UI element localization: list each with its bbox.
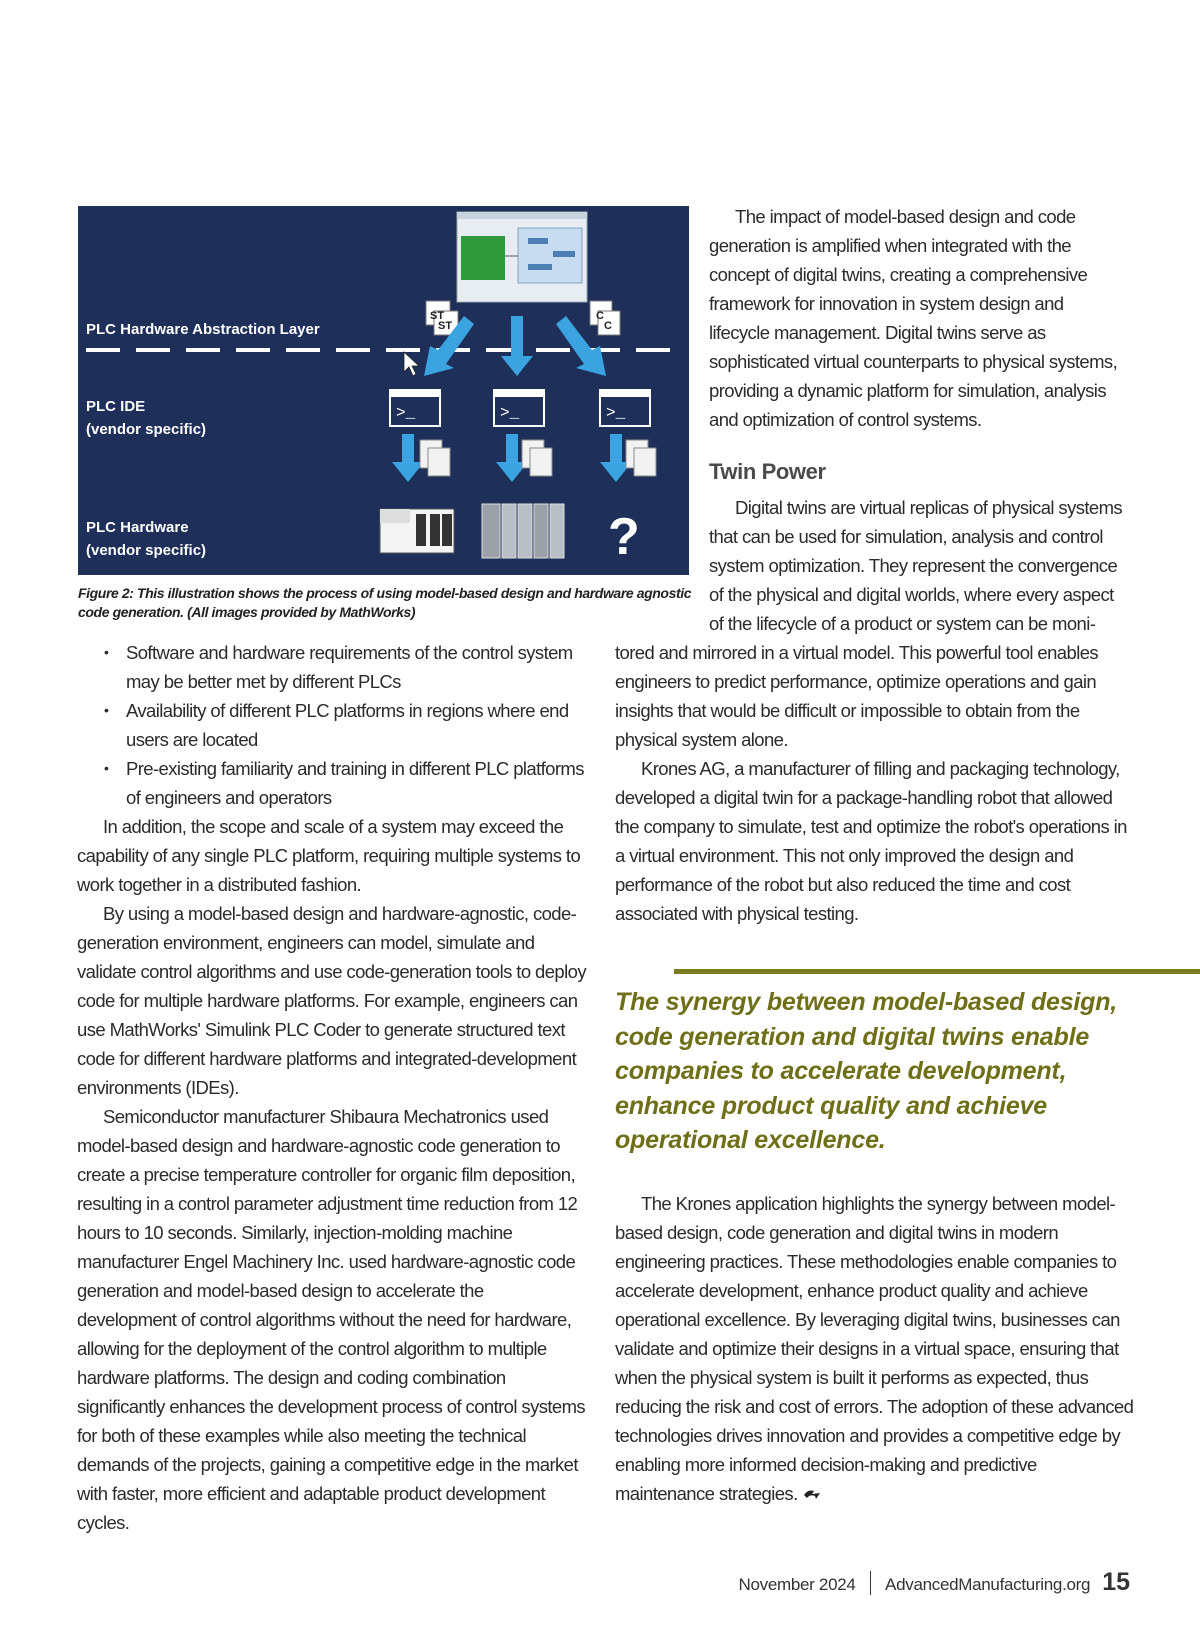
plc-hardware-icon	[380, 509, 454, 553]
section-heading: Twin Power	[709, 459, 826, 484]
st-code-document-icon	[426, 301, 458, 335]
left-column	[77, 812, 587, 1537]
ide-label-line1: PLC IDE	[86, 398, 146, 415]
twin-intro	[709, 493, 1127, 638]
list-item: • Software and hardware requirements of the control system may be better met by different PLCs	[104, 638, 594, 696]
svg-text:ST: ST	[430, 310, 445, 322]
abstraction-layer-label: PLC Hardware Abstraction Layer	[86, 321, 320, 338]
hardware-label-line1: PLC Hardware	[86, 519, 189, 536]
figure-caption: Figure 2: This illustration shows the process of using model-based design and hardware agnostic code generation. (All images provided by MathWorks)	[78, 585, 692, 620]
issue-date: November 2024	[738, 1575, 856, 1594]
paragraph: Semiconductor manufacturer Shibaura Mechatronics used model-based design and hardware-agnostic code generation to create a precise temperature controller for organic film deposition, resulting in a control parameter adjustment time reduction from 12 hours to 10 seconds. Similarly, injection-molding machine manufacturer Engel Machinery Inc. used hardware-agnostic code generation and model-based design to accelerate the development of control algorithms without the need for hardware, allowing for the deployment of the control algorithm to multiple hardware platforms. The design and coding combination significantly enhances the development process of control systems for both of these examples while also meeting the technical demands of the projects, gaining a competitive edge in the market with faster, more efficient and adaptable product development cycles.	[77, 1106, 586, 1533]
figure-illustration	[78, 206, 689, 575]
right-column-intro	[709, 202, 1127, 434]
page-footer	[738, 1568, 1130, 1597]
unknown-hardware-symbol: ?	[608, 508, 640, 566]
hardware-label-line2: (vendor specific)	[86, 542, 207, 559]
svg-text:>_: >_	[500, 404, 520, 422]
pull-quote: The synergy between model-based design, code generation and digital twins enable companies to accelerate development, enhance product quality and achieve operational excellence.	[615, 988, 1118, 1154]
paragraph: The impact of model-based design and code generation is amplified when integrated with the concept of digital twins, creating a comprehensive framework for innovation in system design and lifecycle management. Digital twins serve as sophisticated virtual counterparts to physical systems, providing a dynamic platform for simulation, analysis and optimization of control systems.	[709, 206, 1118, 430]
paragraph: Digital twins are virtual replicas of physical systems that can be used for simulation, analysis and control system optimization. They represent the convergence of the physical and digital worlds, where every aspect of the lifecycle of a product or system can be moni-	[709, 497, 1123, 634]
closing-paragraph	[615, 1189, 1135, 1508]
plc-hardware-icon	[482, 504, 564, 558]
paragraph: The Krones application highlights the synergy between model-based design, code generation and digital twins in modern engineering practices. These methodologies enable companies to accelerate development, enhance product quality and achieve operational excellence. By leveraging digital twins, businesses can validate and optimize their designs in a virtual space, ensuring that when the physical system is built it performs as expected, thus reducing the risk and cost of errors. The adoption of these advanced technologies drives innovation and provides a competitive edge by enabling more informed decision-making and predictive maintenance strategies.	[615, 1193, 1134, 1504]
c-code-document-icon	[590, 301, 620, 335]
simulink-model-window-icon	[457, 212, 587, 302]
svg-text:C: C	[604, 320, 612, 332]
footer-divider	[870, 1571, 872, 1595]
plc-diagram	[78, 206, 689, 575]
terminal-ide-icon	[494, 390, 544, 426]
svg-text:>_: >_	[396, 404, 416, 422]
cursor-icon	[404, 352, 419, 376]
terminal-ide-icon	[390, 390, 440, 426]
end-mark-icon	[802, 1489, 822, 1501]
paragraph: tored and mirrored in a virtual model. This powerful tool enables engineers to predict performance, optimize operations and gain insights that would be difficult or impossible to obtain from the physical system alone.	[615, 642, 1099, 750]
bullet-list	[104, 638, 594, 812]
ide-label-line2: (vendor specific)	[86, 421, 207, 438]
site-name: AdvancedManufacturing.org	[885, 1575, 1091, 1594]
paragraph: In addition, the scope and scale of a system may exceed the capability of any single PLC platform, requiring multiple systems to work together in a distributed fashion.	[77, 816, 581, 895]
paragraph: Krones AG, a manufacturer of filling and packaging technology, developed a digital twin for a package-handling robot that allowed the company to simulate, test and optimize the robot's operations in a virtual environment. This not only improved the design and performance of the robot but also reduced the time and cost associated with physical testing.	[615, 758, 1127, 924]
page-number: 15	[1102, 1568, 1130, 1596]
svg-text:C: C	[596, 310, 604, 322]
pull-quote-rule	[674, 969, 1200, 974]
list-item: • Pre-existing familiarity and training in different PLC platforms of engineers and operators	[104, 754, 594, 812]
list-item: • Availability of different PLC platforms in regions where end users are located	[104, 696, 594, 754]
right-column-body	[615, 638, 1135, 928]
svg-text:>_: >_	[606, 404, 626, 422]
svg-text:ST: ST	[438, 320, 453, 332]
terminal-ide-icon	[600, 390, 650, 426]
paragraph: By using a model-based design and hardware-agnostic, code-generation environment, engineers can model, simulate and validate control algorithms and use code-generation tools to deploy code for multiple hardware platforms. For example, engineers can use MathWorks' Simulink PLC Coder to generate structured text code for different hardware platforms and integrated-development environments (IDEs).	[77, 903, 586, 1098]
